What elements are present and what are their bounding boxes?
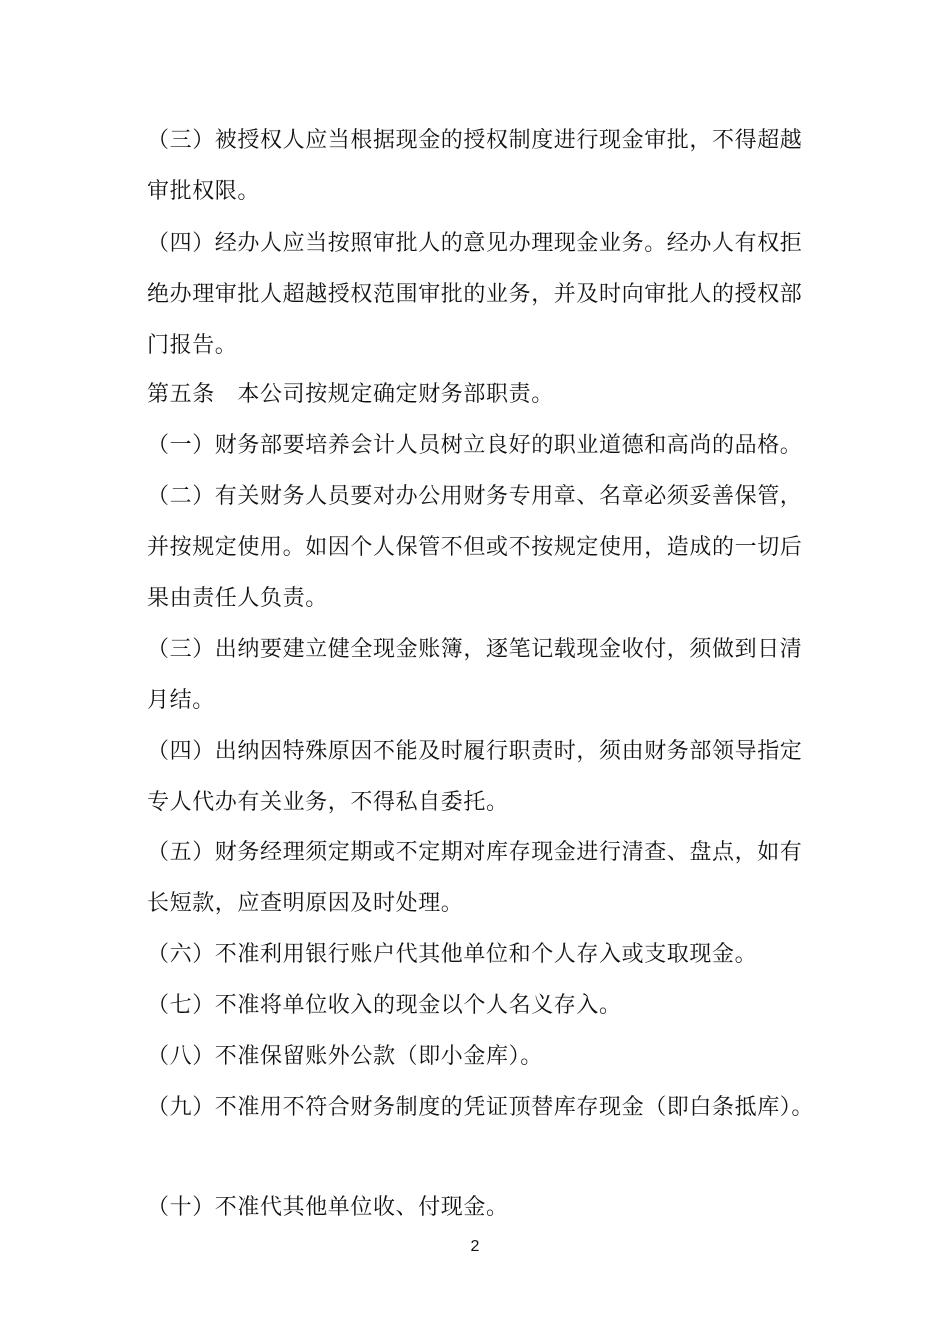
text-line: （十）不准代其他单位收、付现金。 [147,1195,509,1220]
text-line: 果由责任人负责。 [147,586,328,611]
text-line: （六）不准利用银行账户代其他单位和个人存入或支取现金。 [147,942,758,967]
text-line: （四）出纳因特殊原因不能及时履行职责时，须由财务部领导指定 [147,739,803,764]
text-line: （七）不准将单位收入的现金以个人名义存入。 [147,993,622,1018]
text-line: 绝办理审批人超越授权范围审批的业务，并及时向审批人的授权部 [147,282,803,307]
text-line: 专人代办有关业务，不得私自委托。 [147,790,509,815]
text-line: （三）出纳要建立健全现金账簿，逐笔记载现金收付，须做到日清 [147,637,803,662]
text-line: 并按规定使用。如因个人保管不但或不按规定使用，造成的一切后 [147,535,803,560]
text-line: 长短款，应查明原因及时处理。 [147,891,464,916]
text-line: （九）不准用不符合财务制度的凭证顶替库存现金（即白条抵库）。 [147,1095,815,1120]
text-line: 月结。 [147,688,215,713]
text-line: （四）经办人应当按照审批人的意见办理现金业务。经办人有权拒 [147,231,803,256]
text-line: 门报告。 [147,333,238,358]
page-number: 2 [470,1238,480,1255]
text-line: （八）不准保留账外公款（即小金库）。 [147,1044,543,1069]
text-line: （三）被授权人应当根据现金的授权制度进行现金审批，不得超越 [147,128,803,153]
text-line: 审批权限。 [147,179,261,204]
text-line: （五）财务经理须定期或不定期对库存现金进行清查、盘点，如有 [147,840,803,865]
article-heading: 第五条 本公司按规定确定财务部职责。 [147,382,554,407]
text-line: （一）财务部要培养会计人员树立良好的职业道德和高尚的品格。 [147,433,803,458]
text-line: （二）有关财务人员要对办公用财务专用章、名章必须妥善保管， [147,484,803,509]
